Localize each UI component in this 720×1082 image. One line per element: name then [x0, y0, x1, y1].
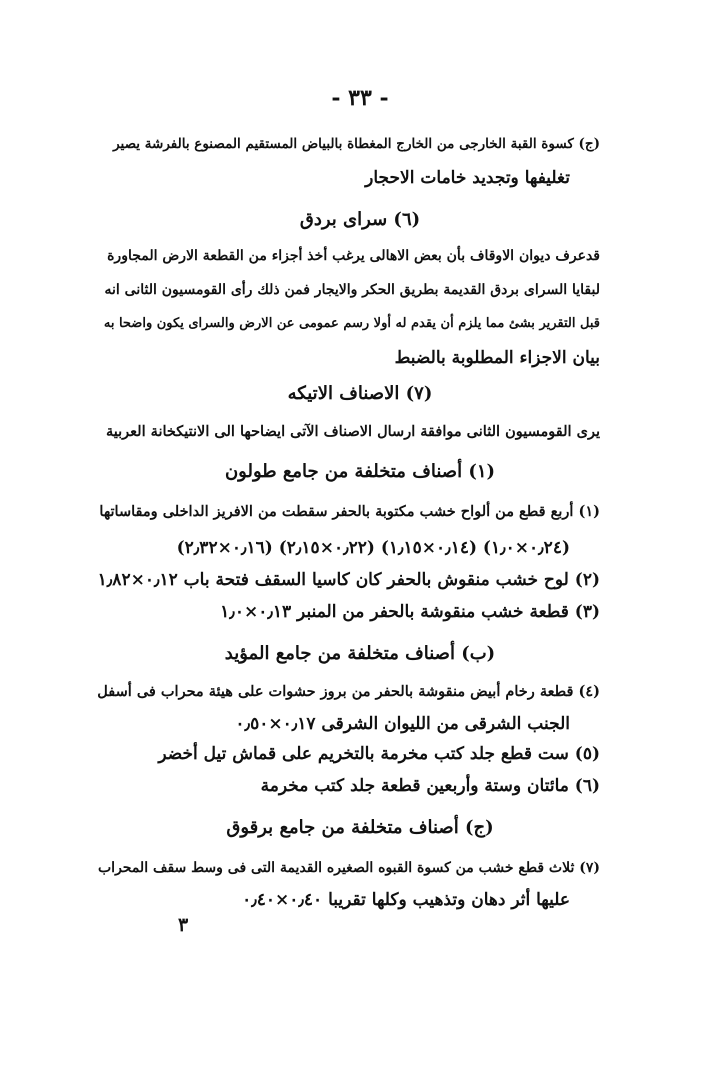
text-line: لبقايا السراى بردق القديمة بطريق الحكر والايجار فمن ذلك رأى القومسيون الثانى انه — [104, 282, 600, 298]
section-heading: (٧) الاصناف الاتيكه — [287, 383, 433, 404]
page-number: - ٣٣ - — [331, 85, 389, 111]
list-item: (٢) لوح خشب منقوش بالحفر كان كاسيا السقف فتحة باب ٠٫١٢×١٫٨٢ — [97, 570, 600, 590]
text-line: تغليفها وتجديد خامات الاحجار — [365, 168, 570, 188]
list-item: (٧) ثلاث قطع خشب من كسوة القبوه الصغيره القديمة التى فى وسط سقف المحراب — [98, 860, 600, 876]
text-line: قبل التقرير بشئ مما يلزم أن يقدم له أولا رسم عمومى عن الارض والسراى يكون واضحا به — [103, 316, 600, 331]
subsection-heading: (١) أصناف متخلفة من جامع طولون — [224, 461, 496, 482]
subsection-heading: (ب) أصناف متخلفة من جامع المؤيد — [224, 643, 496, 664]
list-item: (١) أربع قطع من ألواح خشب مكتوبة بالحفر سقطت من الافريز الداخلى ومقاساتها — [99, 503, 600, 520]
list-item: (٣) قطعة خشب منقوشة بالحفر من المنبر ٠٫١٣×١٫٠ — [220, 602, 600, 622]
footer-signature-number: ٣ — [178, 914, 189, 936]
section-heading: (٦) سراى بردق — [299, 209, 421, 230]
list-item: (٤) قطعة رخام أبيض منقوشة بالحفر من بروز حشوات على هيئة محراب فى أسفل — [97, 683, 600, 700]
list-item: (٥) ست قطع جلد كتب مخرمة بالتخريم على قماش تيل أخضر — [158, 744, 600, 764]
text-line: قدعرف ديوان الاوقاف بأن بعض الاهالى يرغب أخذ أجزاء من القطعة الارض المجاورة — [107, 248, 600, 264]
list-item: (٦) مائتان وستة وأربعين قطعة جلد كتب مخرمة — [260, 776, 600, 796]
list-item-measurements: (٠٫٢٤×١٫٠) (٠٫١٤×١٫١٥) (٠٫٢٢×٢٫١٥) (٠٫١٦×٢٫٣٢) — [176, 538, 570, 558]
text-line: بيان الاجزاء المطلوبة بالضبط — [394, 348, 600, 368]
list-item-continuation: الجنب الشرقى من الليوان الشرقى ٠٫١٧×٠٫٥٠ — [235, 714, 570, 734]
subsection-heading: (ج) أصناف متخلفة من جامع برقوق — [226, 817, 494, 838]
list-item-continuation: عليها أثر دهان وتذهيب وكلها تقريبا ٠٫٤٠×٠٫٤٠ — [242, 890, 570, 910]
text-line: يرى القومسيون الثانى موافقة ارسال الاصناف الآتى ايضاحها الى الانتيكخانة العربية — [106, 423, 600, 440]
text-line: (ج) كسوة القبة الخارجى من الخارج المغطاة بالبياض المستقيم المصنوع بالفرشة يصير — [113, 136, 600, 152]
